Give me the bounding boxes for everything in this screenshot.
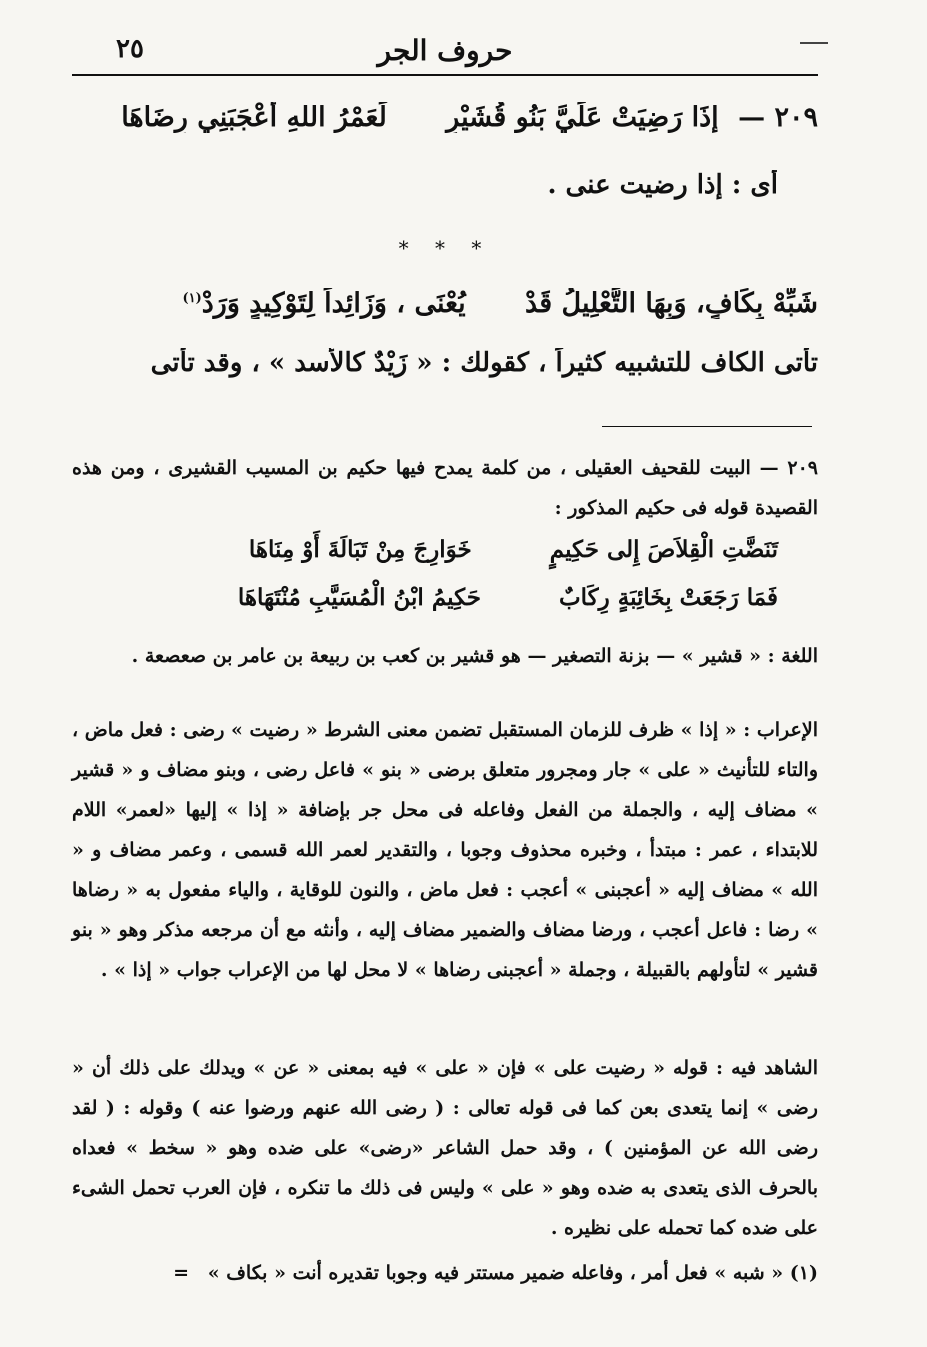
poem-hemistich-1: شَبِّهْ بِكَافٍ، وَبِهَا التَّعْلِيلُ قَدْ [525, 288, 818, 319]
couplet-1-hemistich-2: خَوَارِجَ مِنْ تَبَالَةَ أَوْ مِنَاهَا [248, 536, 472, 563]
footnote-couplet-2 [132, 584, 778, 611]
header-mark [800, 42, 828, 44]
poem-explanation: تأتى الكاف للتشبيه كثيراً ، كقولك : « زَيْدٌ كالأسد » ، وقد تأتى [150, 348, 818, 378]
footnote-1-text: (١) « شبه » فعل أمر ، وفاعله ضمير مستتر فيه وجوبا تقديره أنت « بكاف » [207, 1262, 818, 1284]
footnote-1 [72, 1262, 818, 1284]
footnote-intro: ٢٠٩ — البيت للقحيف العقيلى ، من كلمة يمدح فيها حكيم بن المسيب القشيرى ، ومن هذه القصيدة قوله فى حكيم المذكور : [72, 457, 818, 519]
couplet-2-hemistich-1: فَمَا رَجَعَتْ بِخَائِبَةٍ رِكَابٌ [559, 584, 778, 611]
poem-hemistich-2: يُعْنَى ، وَزَائِداً لِتَوْكِيدٍ وَرَدْ [201, 288, 466, 319]
couplet-2-hemistich-2: حَكِيمُ ابْنُ الْمُسَيَّبِ مُنْتَهَاهَا [237, 584, 481, 611]
footnote-grammar: الإعراب : « إذا » ظرف للزمان المستقبل تضمن معنى الشرط « رضيت » رضى : فعل ماض ، والتاء للتأنيث « على » جار ومجرور متعلق برضى « بنو » فاعل رضى ، وبنو مضاف و « قشير » مضاف إليه ، والجملة من الفعل وفاعله فى محل جر بإضافة « إذا » إليها «لعمر» اللام للابتداء ، عمر : مبتدأ ، وخبره محذوف وجوبا ، والتقدير لعمر الله قسمى ، وعمر مضاف و « الله » مضاف إليه « أعجبنى » أعجب : فعل ماض ، والنون للوقاية ، والياء مفعول به « رضاها » رضا : فاعل أعجب ، ورضا مضاف والضمير مضاف إليه ، وأنثه مع أن مرجعه مذكر وهو « بنو قشير » لتأولهم بالقبيلة ، وجملة « أعجبنى رضاها » لا محل لها من الإعراب جواب « إذا » . [72, 719, 818, 981]
verse-explanation: أى : إذا رضيت عنى . [547, 170, 778, 200]
footnote-divider [602, 426, 812, 427]
couplet-1-hemistich-1: تَنَضَّتِ الْقِلاَصَ إِلى حَكِيمٍ [549, 536, 778, 563]
footnote-marker: (١) [182, 291, 202, 306]
verse-number: ٢٠٩ — [738, 102, 818, 133]
book-page [72, 0, 818, 1347]
page-number: ٢٥ [116, 34, 144, 64]
page-title: حروف الجر [377, 34, 513, 67]
footnote-language: اللغة : « قشير » — بزنة التصغير — هو قشير بن كعب بن ربيعة بن عامر بن صعصعة . [131, 645, 818, 667]
page-header [72, 30, 818, 76]
footnote-couplet-1 [132, 536, 778, 563]
footnote-continuation-mark: = [173, 1262, 188, 1284]
verse-hemistich-2: لَعَمْرُ اللهِ أَعْجَبَنِي رِضَاهَا [121, 102, 387, 133]
verse-209 [72, 102, 818, 133]
verse-hemistich-1: إِذَا رَضِيَتْ عَلَيَّ بَنُو قُشَيْرٍ [446, 102, 719, 133]
footnote-evidence: الشاهد فيه : قوله « رضيت على » فإن « على » فيه بمعنى « عن » ويدلك على ذلك أن « رضى » إنما يتعدى بعن كما فى قوله تعالى : ( رضى الله عنهم ورضوا عنه ) وقوله : ( لقد رضى الله عن المؤمنين ) ، وقد حمل الشاعر «رضى» على ضده وهو « سخط » فعداه بالحرف الذى يتعدى به ضده وهو « على » وليس فى ذلك ما تنكره ، فإن العرب تحمل الشىء على ضده كما تحمله على نظيره . [72, 1057, 818, 1239]
section-separator: * * * [398, 236, 492, 260]
alfiyya-verse [72, 288, 818, 319]
